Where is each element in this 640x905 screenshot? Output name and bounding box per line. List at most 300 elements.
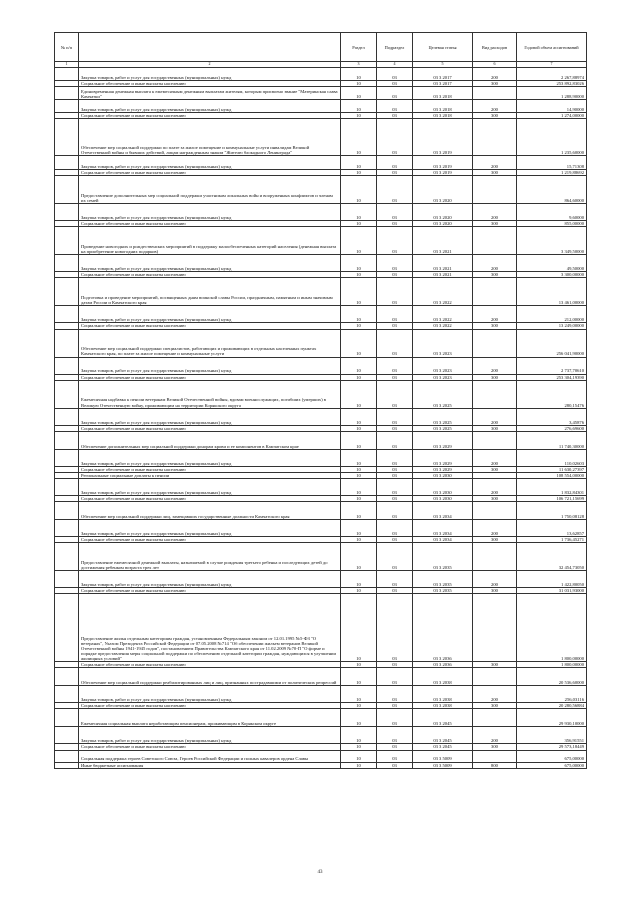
row-podrazdel: 03	[377, 380, 413, 408]
row-amount: 110,02603	[517, 449, 587, 466]
row-razdel: 10	[341, 703, 377, 709]
row-name: Закупка товаров, работ и услуг для государственных (муниципальных) нужд	[79, 357, 341, 374]
row-target-article: 03 3 2030	[413, 495, 473, 501]
row-number	[55, 502, 79, 520]
table-row	[55, 87, 587, 100]
row-expense-type: 300	[473, 425, 517, 431]
row-amount: 1 800,00000	[517, 594, 587, 662]
row-target-article: 03 3 2045	[413, 727, 473, 744]
row-razdel: 10	[341, 306, 377, 323]
row-expense-type: 200	[473, 571, 517, 588]
column-number: 7	[517, 62, 587, 68]
row-target-article: 03 3 5009	[413, 762, 473, 768]
row-number	[55, 686, 79, 703]
row-expense-type: 300	[473, 703, 517, 709]
row-podrazdel: 03	[377, 571, 413, 588]
row-target-article: 03 3 2030	[413, 472, 473, 478]
column-number: 6	[473, 62, 517, 68]
row-number	[55, 668, 79, 686]
row-name: Предоставление дополнительных мер социальной поддержки участникам локальных войн и вооруженных конфликтов и членам их семей	[79, 176, 341, 204]
table-body	[55, 68, 587, 769]
row-expense-type	[473, 119, 517, 156]
row-name: Социальное обеспечение и иные выплаты населению	[79, 425, 341, 431]
row-razdel: 10	[341, 750, 377, 762]
row-amount: 1 288,90000	[517, 87, 587, 100]
row-target-article: 03 3 2018	[413, 87, 473, 100]
row-target-article: 03 3 2034	[413, 520, 473, 537]
row-amount: 29 930,10000	[517, 709, 587, 727]
row-name: Закупка товаров, работ и услуг для государственных (муниципальных) нужд	[79, 100, 341, 113]
row-razdel: 10	[341, 744, 377, 750]
row-expense-type: 200	[473, 449, 517, 466]
row-podrazdel: 03	[377, 594, 413, 662]
row-razdel: 10	[341, 221, 377, 227]
row-number	[55, 571, 79, 588]
row-number	[55, 357, 79, 374]
row-target-article: 03 3 2030	[413, 478, 473, 495]
row-razdel: 10	[341, 68, 377, 81]
row-name: Закупка товаров, работ и услуг для государственных (муниципальных) нужд	[79, 520, 341, 537]
row-expense-type	[473, 227, 517, 255]
row-amount: 29 573,18449	[517, 744, 587, 750]
row-expense-type: 300	[473, 323, 517, 329]
row-target-article: 03 3 2022	[413, 306, 473, 323]
row-target-article: 03 3 2019	[413, 156, 473, 170]
row-podrazdel: 03	[377, 100, 413, 113]
row-target-article: 03 3 2036	[413, 594, 473, 662]
row-name: Подготовка и проведение мероприятий, посвященных дням воинской славы России, праздничным, памятным и иным значимым датам России и Камчатского края	[79, 278, 341, 306]
row-amount: 855,00000	[517, 221, 587, 227]
row-name: Социальное обеспечение и иные выплаты населению	[79, 703, 341, 709]
row-podrazdel: 03	[377, 81, 413, 87]
table-row	[55, 668, 587, 686]
row-name: Закупка товаров, работ и услуг для государственных (муниципальных) нужд	[79, 408, 341, 425]
row-number	[55, 750, 79, 762]
row-razdel: 10	[341, 357, 377, 374]
table-row	[55, 204, 587, 221]
row-razdel: 10	[341, 408, 377, 425]
row-razdel: 10	[341, 329, 377, 357]
table-row	[55, 329, 587, 357]
row-target-article: 03 3 2021	[413, 255, 473, 272]
row-podrazdel: 03	[377, 703, 413, 709]
row-target-article: 03 3 2022	[413, 278, 473, 306]
row-number	[55, 408, 79, 425]
row-name: Обеспечение мер социальной поддержки лиц, замещавших государственные должности Камчатского края	[79, 502, 341, 520]
row-expense-type: 800	[473, 762, 517, 768]
row-amount: 13 249,00000	[517, 323, 587, 329]
row-number	[55, 762, 79, 768]
row-amount: 1 750,08128	[517, 502, 587, 520]
row-expense-type	[473, 543, 517, 571]
row-name: Социальное обеспечение и иные выплаты населению	[79, 744, 341, 750]
row-name: Региональные социальные доплаты к пенсии	[79, 472, 341, 478]
row-number	[55, 431, 79, 449]
row-name: Закупка товаров, работ и услуг для государственных (муниципальных) нужд	[79, 255, 341, 272]
row-amount: 356,91551	[517, 727, 587, 744]
row-razdel: 10	[341, 431, 377, 449]
row-amount: 49,50000	[517, 255, 587, 272]
row-razdel: 10	[341, 727, 377, 744]
row-name: Закупка товаров, работ и услуг для государственных (муниципальных) нужд	[79, 306, 341, 323]
row-name: Социальное обеспечение и иные выплаты населению	[79, 323, 341, 329]
row-razdel: 10	[341, 502, 377, 520]
row-podrazdel: 03	[377, 750, 413, 762]
row-target-article: 03 3 2035	[413, 543, 473, 571]
table-header-row	[55, 33, 587, 62]
row-amount: 15,71308	[517, 156, 587, 170]
header-annual-amount: Годовой объем ассигнований	[517, 33, 587, 62]
row-expense-type	[473, 87, 517, 100]
row-amount: 256 041,90000	[517, 329, 587, 357]
row-name: Закупка товаров, работ и услуг для государственных (муниципальных) нужд	[79, 449, 341, 466]
row-target-article: 03 3 2025	[413, 380, 473, 408]
row-number	[55, 329, 79, 357]
row-number	[55, 156, 79, 170]
row-podrazdel: 03	[377, 449, 413, 466]
row-expense-type: 200	[473, 68, 517, 81]
row-name: Единовременная денежная выплата к ежемесячным денежным выплатам жителям, которым присвоено звание "Материнская слава Камчатки"	[79, 87, 341, 100]
row-target-article: 03 3 2021	[413, 272, 473, 278]
row-expense-type	[473, 709, 517, 727]
row-name: Социальное обеспечение и иные выплаты населению	[79, 588, 341, 594]
row-name: Закупка товаров, работ и услуг для государственных (муниципальных) нужд	[79, 204, 341, 221]
row-number	[55, 255, 79, 272]
row-name: Социальное обеспечение и иные выплаты населению	[79, 272, 341, 278]
row-expense-type: 300	[473, 537, 517, 543]
row-name: Социальное обеспечение и иные выплаты населению	[79, 170, 341, 176]
row-razdel: 10	[341, 119, 377, 156]
row-amount: 2 267,88974	[517, 68, 587, 81]
row-number	[55, 68, 79, 81]
row-podrazdel: 03	[377, 495, 413, 501]
row-target-article: 03 3 2029	[413, 449, 473, 466]
row-target-article: 03 3 2020	[413, 204, 473, 221]
table-row	[55, 278, 587, 306]
row-target-article: 03 3 2036	[413, 662, 473, 668]
row-name: Социальное обеспечение и иные выплаты населению	[79, 221, 341, 227]
row-number	[55, 119, 79, 156]
row-expense-type: 200	[473, 478, 517, 495]
table-row	[55, 431, 587, 449]
header-expense-type: Вид расходов	[473, 33, 517, 62]
row-target-article: 03 3 2019	[413, 170, 473, 176]
row-name: Социальная поддержка героев Советского Союза, Героев Российской Федерации и полных кавалеров ордена Славы	[79, 750, 341, 762]
row-razdel: 10	[341, 571, 377, 588]
row-amount: 32 454,73050	[517, 543, 587, 571]
row-target-article: 03 3 2023	[413, 374, 473, 380]
row-target-article: 03 3 2023	[413, 329, 473, 357]
row-expense-type: 200	[473, 204, 517, 221]
row-podrazdel: 03	[377, 431, 413, 449]
row-amount: 1 736,45271	[517, 537, 587, 543]
row-number	[55, 478, 79, 495]
row-amount: 256,03116	[517, 686, 587, 703]
row-razdel: 10	[341, 478, 377, 495]
row-razdel: 10	[341, 449, 377, 466]
row-razdel: 10	[341, 495, 377, 501]
row-razdel: 10	[341, 323, 377, 329]
row-amount: 1 274,00000	[517, 113, 587, 119]
row-target-article: 03 3 5009	[413, 750, 473, 762]
row-expense-type: 300	[473, 588, 517, 594]
row-name: Обеспечение мер социальной поддержки специалистов, работающих и проживающих в отдельных населенных пунктах Камчатского края, по плате за жилое помещение и коммунальные услуги	[79, 329, 341, 357]
row-name: Социальное обеспечение и иные выплаты населению	[79, 537, 341, 543]
table-row	[55, 380, 587, 408]
row-podrazdel: 03	[377, 221, 413, 227]
row-expense-type: 300	[473, 374, 517, 380]
table-row	[55, 686, 587, 703]
row-razdel: 10	[341, 156, 377, 170]
row-razdel: 10	[341, 466, 377, 472]
budget-table	[54, 32, 587, 769]
row-razdel: 10	[341, 537, 377, 543]
row-razdel: 10	[341, 762, 377, 768]
row-razdel: 10	[341, 255, 377, 272]
row-target-article: 03 3 2021	[413, 227, 473, 255]
row-amount: 13,62857	[517, 520, 587, 537]
row-amount: 276,69600	[517, 425, 587, 431]
header-target-article: Целевая статья	[413, 33, 473, 62]
row-podrazdel: 03	[377, 727, 413, 744]
row-expense-type: 300	[473, 495, 517, 501]
table-row	[55, 357, 587, 374]
row-razdel: 10	[341, 227, 377, 255]
row-amount: 864,60000	[517, 176, 587, 204]
row-amount: 253 892,83026	[517, 81, 587, 87]
row-podrazdel: 03	[377, 68, 413, 81]
row-podrazdel: 03	[377, 278, 413, 306]
row-razdel: 10	[341, 594, 377, 662]
row-podrazdel: 03	[377, 374, 413, 380]
row-amount: 2 737,70610	[517, 357, 587, 374]
row-target-article: 03 3 2029	[413, 466, 473, 472]
row-name: Закупка товаров, работ и услуг для государственных (муниципальных) нужд	[79, 68, 341, 81]
table-row	[55, 762, 587, 768]
row-target-article: 03 3 2020	[413, 221, 473, 227]
row-target-article: 03 3 2017	[413, 81, 473, 87]
table-row	[55, 478, 587, 495]
table-row	[55, 100, 587, 113]
row-number	[55, 100, 79, 113]
table-row	[55, 571, 587, 588]
row-podrazdel: 03	[377, 113, 413, 119]
row-target-article: 03 3 2018	[413, 100, 473, 113]
table-row	[55, 306, 587, 323]
row-target-article: 03 3 2038	[413, 668, 473, 686]
table-row	[55, 502, 587, 520]
table-row	[55, 520, 587, 537]
row-amount: 1 832,84301	[517, 478, 587, 495]
row-target-article: 03 3 2018	[413, 113, 473, 119]
row-podrazdel: 03	[377, 762, 413, 768]
row-target-article: 03 3 2025	[413, 425, 473, 431]
table-row	[55, 176, 587, 204]
column-number: 5	[413, 62, 473, 68]
row-expense-type: 200	[473, 408, 517, 425]
row-amount: 1 235,60000	[517, 119, 587, 156]
header-podrazdel: Подраздел	[377, 33, 413, 62]
row-amount: 1 219,88692	[517, 170, 587, 176]
row-name: Ежемесячная социальная выплата неработающим пенсионерам, проживающим в Корякском округе	[79, 709, 341, 727]
row-podrazdel: 03	[377, 87, 413, 100]
table-row	[55, 227, 587, 255]
row-target-article: 03 3 2019	[413, 119, 473, 156]
row-expense-type: 200	[473, 686, 517, 703]
row-target-article: 03 3 2022	[413, 323, 473, 329]
table-row	[55, 709, 587, 727]
row-razdel: 10	[341, 472, 377, 478]
row-razdel: 10	[341, 176, 377, 204]
row-podrazdel: 03	[377, 204, 413, 221]
row-expense-type: 300	[473, 272, 517, 278]
row-target-article: 03 3 2034	[413, 502, 473, 520]
row-razdel: 10	[341, 87, 377, 100]
row-name: Закупка товаров, работ и услуг для государственных (муниципальных) нужд	[79, 727, 341, 744]
row-expense-type: 200	[473, 357, 517, 374]
row-podrazdel: 03	[377, 543, 413, 571]
row-expense-type	[473, 329, 517, 357]
row-amount: 280,15476	[517, 380, 587, 408]
row-expense-type	[473, 594, 517, 662]
row-expense-type: 200	[473, 520, 517, 537]
table-row	[55, 119, 587, 156]
row-target-article: 03 3 2029	[413, 431, 473, 449]
row-expense-type: 200	[473, 156, 517, 170]
row-expense-type: 300	[473, 744, 517, 750]
row-razdel: 10	[341, 520, 377, 537]
row-razdel: 10	[341, 278, 377, 306]
table-row	[55, 750, 587, 762]
row-name: Закупка товаров, работ и услуг для государственных (муниципальных) нужд	[79, 478, 341, 495]
row-podrazdel: 03	[377, 227, 413, 255]
column-number: 3	[341, 62, 377, 68]
row-podrazdel: 03	[377, 408, 413, 425]
row-amount: 675,00000	[517, 750, 587, 762]
row-name: Предоставление жилья отдельным категориям граждан, установленным Федеральным законом от 12.01.1995 №5-ФЗ "О ветеранах", Указом Президента Российской Федерации от 07.05.2008 №714 "Об обеспечении жильем ветеранов Великой Отечественной войны 1941-1945 годов", постановлением Правительства Камчатского края от 11.02.2009 №70-П "О форме и порядке предоставления меры социальной поддержки по обеспечению отдельной категории граждан, нуждающихся в улучшении жилищных условий"	[79, 594, 341, 662]
table-row	[55, 255, 587, 272]
column-number: 4	[377, 62, 413, 68]
row-podrazdel: 03	[377, 425, 413, 431]
page-number: 43	[317, 870, 323, 875]
row-number	[55, 543, 79, 571]
row-amount: 11 740,30000	[517, 431, 587, 449]
row-expense-type: 200	[473, 727, 517, 744]
row-expense-type	[473, 278, 517, 306]
row-expense-type	[473, 502, 517, 520]
row-number	[55, 306, 79, 323]
header-number: № п/п	[55, 33, 79, 62]
row-expense-type: 300	[473, 466, 517, 472]
row-name: Проведение новогодних и рождественских мероприятий в поддержку малообеспеченных категорий населения (денежная выплата на приобретение новогодних подарков)	[79, 227, 341, 255]
row-expense-type: 200	[473, 100, 517, 113]
row-razdel: 10	[341, 709, 377, 727]
row-podrazdel: 03	[377, 466, 413, 472]
row-podrazdel: 03	[377, 744, 413, 750]
row-name: Предоставление ежемесячной денежной выплаты, назначаемой в случае рождения третьего ребенка и последующих детей до достижения ребенком возраста трех лет	[79, 543, 341, 571]
row-razdel: 10	[341, 374, 377, 380]
row-amount: 9,60000	[517, 204, 587, 221]
row-podrazdel: 03	[377, 329, 413, 357]
row-number	[55, 709, 79, 727]
row-amount: 3,45876	[517, 408, 587, 425]
row-razdel: 10	[341, 81, 377, 87]
row-number	[55, 520, 79, 537]
row-razdel: 10	[341, 380, 377, 408]
column-number: 2	[79, 62, 341, 68]
row-podrazdel: 03	[377, 306, 413, 323]
row-podrazdel: 03	[377, 170, 413, 176]
row-name: Социальное обеспечение и иные выплаты населению	[79, 495, 341, 501]
row-name: Социальное обеспечение и иные выплаты населению	[79, 81, 341, 87]
table-row	[55, 594, 587, 662]
row-podrazdel: 03	[377, 272, 413, 278]
row-target-article: 03 3 2025	[413, 408, 473, 425]
row-podrazdel: 03	[377, 472, 413, 478]
row-number	[55, 87, 79, 100]
row-amount: 14,90000	[517, 100, 587, 113]
row-amount: 11 630,27397	[517, 466, 587, 472]
row-number	[55, 204, 79, 221]
row-amount: 253 304,19390	[517, 374, 587, 380]
row-name: Социальное обеспечение и иные выплаты населению	[79, 466, 341, 472]
row-number	[55, 176, 79, 204]
row-amount: 20 536,60000	[517, 668, 587, 686]
row-podrazdel: 03	[377, 255, 413, 272]
row-target-article: 03 3 2035	[413, 588, 473, 594]
row-razdel: 10	[341, 425, 377, 431]
row-razdel: 10	[341, 170, 377, 176]
row-number	[55, 380, 79, 408]
row-podrazdel: 03	[377, 478, 413, 495]
row-podrazdel: 03	[377, 156, 413, 170]
row-amount: 1 422,80050	[517, 571, 587, 588]
row-expense-type	[473, 176, 517, 204]
row-expense-type: 300	[473, 221, 517, 227]
header-razdel: Раздел	[341, 33, 377, 62]
row-target-article: 03 3 2034	[413, 537, 473, 543]
row-amount: 108 554,00000	[517, 472, 587, 478]
row-number	[55, 449, 79, 466]
row-razdel: 10	[341, 686, 377, 703]
row-name: Социальное обеспечение и иные выплаты населению	[79, 662, 341, 668]
row-target-article: 03 3 2045	[413, 744, 473, 750]
row-expense-type: 300	[473, 662, 517, 668]
row-name: Закупка товаров, работ и услуг для государственных (муниципальных) нужд	[79, 571, 341, 588]
row-amount: 20 280,56884	[517, 703, 587, 709]
row-target-article: 03 3 2017	[413, 68, 473, 81]
row-expense-type	[473, 668, 517, 686]
row-target-article: 03 3 2020	[413, 176, 473, 204]
row-target-article: 03 3 2038	[413, 686, 473, 703]
row-podrazdel: 03	[377, 119, 413, 156]
row-target-article: 03 3 2035	[413, 571, 473, 588]
row-razdel: 10	[341, 543, 377, 571]
row-podrazdel: 03	[377, 357, 413, 374]
table-row	[55, 543, 587, 571]
row-name: Социальное обеспечение и иные выплаты населению	[79, 113, 341, 119]
row-number	[55, 278, 79, 306]
row-amount: 13 461,00000	[517, 278, 587, 306]
table-row	[55, 449, 587, 466]
row-amount: 3 300,00000	[517, 272, 587, 278]
row-name: Социальное обеспечение и иные выплаты населению	[79, 374, 341, 380]
row-podrazdel: 03	[377, 176, 413, 204]
row-podrazdel: 03	[377, 520, 413, 537]
row-target-article: 03 3 2045	[413, 709, 473, 727]
row-amount: 212,00000	[517, 306, 587, 323]
row-razdel: 10	[341, 204, 377, 221]
